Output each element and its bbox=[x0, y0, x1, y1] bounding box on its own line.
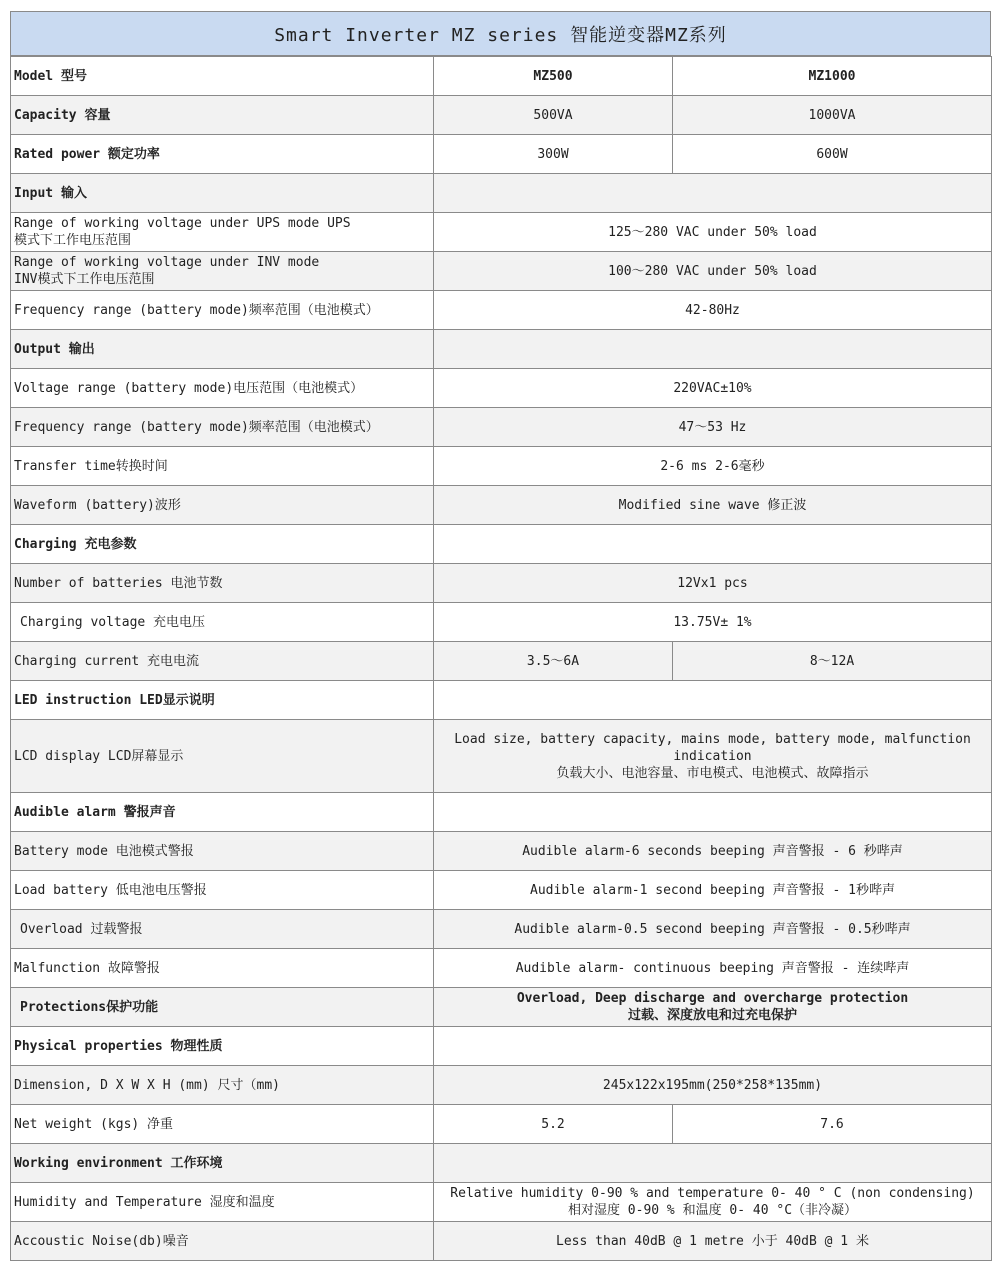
table-row bbox=[11, 910, 992, 949]
capacity-col2: 1000VA bbox=[673, 96, 992, 135]
protections-label: Protections保护功能 bbox=[11, 988, 434, 1027]
table-row bbox=[11, 1066, 992, 1105]
output-frequency-label: Frequency range (battery mode)频率范围（电池模式） bbox=[11, 408, 434, 447]
physical-section-label: Physical properties 物理性质 bbox=[11, 1027, 434, 1066]
ups-range-value: 125～280 VAC under 50% load bbox=[434, 213, 992, 252]
batteries-label: Number of batteries 电池节数 bbox=[11, 564, 434, 603]
dimension-label: Dimension, D X W X H (mm) 尺寸（mm) bbox=[11, 1066, 434, 1105]
output-frequency-value: 47～53 Hz bbox=[434, 408, 992, 447]
transfer-time-value: 2-6 ms 2-6毫秒 bbox=[434, 447, 992, 486]
section-row bbox=[11, 681, 992, 720]
table-row bbox=[11, 832, 992, 871]
charging-current-col1: 3.5～6A bbox=[434, 642, 673, 681]
section-row bbox=[11, 525, 992, 564]
input-frequency-value: 42-80Hz bbox=[434, 291, 992, 330]
waveform-value: Modified sine wave 修正波 bbox=[434, 486, 992, 525]
humidity-value-line2: 相对湿度 0-90 % 和温度 0- 40 °C（非冷凝） bbox=[567, 1203, 858, 1218]
environment-section-label: Working environment 工作环境 bbox=[11, 1144, 434, 1183]
input-section-empty bbox=[434, 174, 992, 213]
output-section-label: Output 输出 bbox=[11, 330, 434, 369]
section-row bbox=[11, 793, 992, 832]
table-row bbox=[11, 213, 992, 252]
sheet-title: Smart Inverter MZ series 智能逆变器MZ系列 bbox=[10, 11, 991, 56]
alarm-section-label: Audible alarm 警报声音 bbox=[11, 793, 434, 832]
lcd-display-label: LCD display LCD屏幕显示 bbox=[11, 720, 434, 793]
table-row bbox=[11, 369, 992, 408]
rated-power-label: Rated power 额定功率 bbox=[11, 135, 434, 174]
malfunction-alarm-value: Audible alarm- continuous beeping 声音警报 - 连续哔声 bbox=[434, 949, 992, 988]
net-weight-col2: 7.6 bbox=[673, 1105, 992, 1144]
inv-range-label-line1: Range of working voltage under INV mode bbox=[14, 255, 320, 270]
table-row bbox=[11, 1105, 992, 1144]
table-row bbox=[11, 720, 992, 793]
table-row bbox=[11, 408, 992, 447]
charging-current-col2: 8～12A bbox=[673, 642, 992, 681]
rated-power-col2: 600W bbox=[673, 135, 992, 174]
waveform-label: Waveform (battery)波形 bbox=[11, 486, 434, 525]
charging-section-empty bbox=[434, 525, 992, 564]
section-row bbox=[11, 1027, 992, 1066]
table-row bbox=[11, 1222, 992, 1261]
section-row bbox=[11, 174, 992, 213]
table-row bbox=[11, 447, 992, 486]
spec-sheet bbox=[10, 11, 991, 1261]
inv-range-label-line2: INV模式下工作电压范围 bbox=[14, 272, 155, 287]
overload-alarm-value: Audible alarm-0.5 second beeping 声音警报 - 0.5秒哔声 bbox=[434, 910, 992, 949]
capacity-col1: 500VA bbox=[434, 96, 673, 135]
alarm-section-empty bbox=[434, 793, 992, 832]
output-voltage-value: 220VAC±10% bbox=[434, 369, 992, 408]
lcd-display-value bbox=[434, 720, 992, 793]
net-weight-col1: 5.2 bbox=[434, 1105, 673, 1144]
lcd-display-value-line1: Load size, battery capacity, mains mode, battery mode, malfunction bbox=[454, 731, 971, 747]
environment-section-empty bbox=[434, 1144, 992, 1183]
table-row bbox=[11, 642, 992, 681]
table-row bbox=[11, 871, 992, 910]
protections-value bbox=[434, 988, 992, 1027]
inv-range-value: 100～280 VAC under 50% load bbox=[434, 252, 992, 291]
charging-voltage-label: Charging voltage 充电电压 bbox=[11, 603, 434, 642]
transfer-time-label: Transfer time转换时间 bbox=[11, 447, 434, 486]
ups-range-label bbox=[11, 213, 434, 252]
dimension-value: 245x122x195mm(250*258*135mm) bbox=[434, 1066, 992, 1105]
table-row bbox=[11, 1183, 992, 1222]
malfunction-alarm-label: Malfunction 故障警报 bbox=[11, 949, 434, 988]
output-section-empty bbox=[434, 330, 992, 369]
inv-range-label bbox=[11, 252, 434, 291]
noise-label: Accoustic Noise(db)噪音 bbox=[11, 1222, 434, 1261]
physical-section-empty bbox=[434, 1027, 992, 1066]
capacity-label: Capacity 容量 bbox=[11, 96, 434, 135]
model-col1: MZ500 bbox=[434, 57, 673, 96]
protections-value-line2: 过载、深度放电和过充电保护 bbox=[627, 1008, 797, 1023]
led-section-label: LED instruction LED显示说明 bbox=[11, 681, 434, 720]
model-col2: MZ1000 bbox=[673, 57, 992, 96]
table-row bbox=[11, 564, 992, 603]
humidity-label: Humidity and Temperature 湿度和温度 bbox=[11, 1183, 434, 1222]
table-row bbox=[11, 135, 992, 174]
charging-voltage-value: 13.75V± 1% bbox=[434, 603, 992, 642]
table-row bbox=[11, 486, 992, 525]
humidity-value-line1: Relative humidity 0-90 % and temperature 0- 40 ° C (non condensing) bbox=[450, 1186, 975, 1201]
table-row bbox=[11, 96, 992, 135]
spec-table bbox=[10, 56, 992, 1261]
model-label: Model 型号 bbox=[11, 57, 434, 96]
table-row bbox=[11, 603, 992, 642]
lcd-display-value-line2: indication bbox=[673, 748, 752, 764]
batteries-value: 12Vx1 pcs bbox=[434, 564, 992, 603]
noise-value: Less than 40dB @ 1 metre 小于 40dB @ 1 米 bbox=[434, 1222, 992, 1261]
charging-current-label: Charging current 充电电流 bbox=[11, 642, 434, 681]
humidity-value bbox=[434, 1183, 992, 1222]
load-battery-alarm-label: Load battery 低电池电压警报 bbox=[11, 871, 434, 910]
input-frequency-label: Frequency range (battery mode)频率范围（电池模式） bbox=[11, 291, 434, 330]
load-battery-alarm-value: Audible alarm-1 second beeping 声音警报 - 1秒哔声 bbox=[434, 871, 992, 910]
ups-range-label-line2: 模式下工作电压范围 bbox=[14, 233, 132, 248]
battery-mode-alarm-value: Audible alarm-6 seconds beeping 声音警报 - 6 秒哔声 bbox=[434, 832, 992, 871]
charging-section-label: Charging 充电参数 bbox=[11, 525, 434, 564]
lcd-display-value-line3: 负载大小、电池容量、市电模式、电池模式、故障指示 bbox=[556, 765, 869, 781]
section-row bbox=[11, 1144, 992, 1183]
table-row bbox=[11, 57, 992, 96]
output-voltage-label: Voltage range (battery mode)电压范围（电池模式） bbox=[11, 369, 434, 408]
overload-alarm-label: Overload 过载警报 bbox=[11, 910, 434, 949]
protections-value-line1: Overload, Deep discharge and overcharge protection bbox=[516, 991, 909, 1006]
input-section-label: Input 输入 bbox=[11, 174, 434, 213]
battery-mode-alarm-label: Battery mode 电池模式警报 bbox=[11, 832, 434, 871]
table-row bbox=[11, 988, 992, 1027]
net-weight-label: Net weight (kgs) 净重 bbox=[11, 1105, 434, 1144]
table-row bbox=[11, 291, 992, 330]
rated-power-col1: 300W bbox=[434, 135, 673, 174]
table-row bbox=[11, 949, 992, 988]
led-section-empty bbox=[434, 681, 992, 720]
section-row bbox=[11, 330, 992, 369]
table-row bbox=[11, 252, 992, 291]
ups-range-label-line1: Range of working voltage under UPS mode UPS bbox=[14, 216, 351, 231]
